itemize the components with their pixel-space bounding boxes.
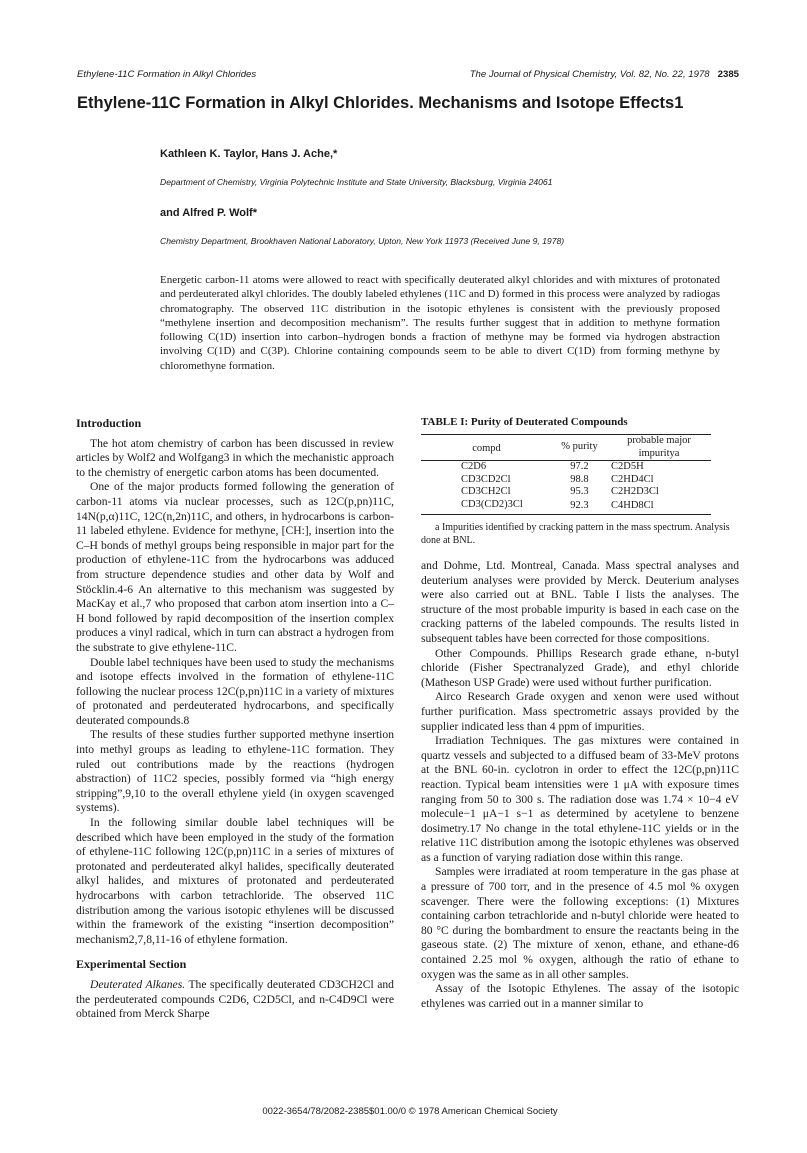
body-paragraph: Airco Research Grade oxygen and xenon were used without further purification. Mass spectrometric assays provided by the supplier indicated less than 4 ppm of impurities. [421,690,739,733]
table-row: CD3CD2Cl 98.8 C2HD4Cl [461,473,654,485]
intro-paragraph: One of the major products formed following the generation of carbon-11 atoms via nuclear processes, such as 12C(p,pn)11C, 14N(p,α)11C, 12C(n,2n)11C, and others, in hydrocarbons is carbon-11 labeled ethylene. Evidence for methyne, [CH:], insertion into the C–H bonds of methyl groups being responsible in major part for the production of ethylene-11C from the hydrocarbons was adduced from structure dependence studies and other data by Wolf and Stöcklin.4-6 An alternative to this mechanism was suggested by MacKay et al.,7 who proposed that carbon atom insertion into a C–H bond followed by rapid decomposition of the insertion complex produces a vinyl radical, which in turn can abstract a hydrogen from the substrate to give ethylene-11C. [76,480,394,654]
purity-table [421,434,711,515]
left-column [76,416,394,1022]
article-title: Ethylene-11C Formation in Alkyl Chlorides. Mechanisms and Isotope Effects1 [77,94,684,112]
table-footnote: a Impurities identified by cracking pattern in the mass spectrum. Analysis done at BNL. [421,522,730,546]
body-paragraph: and Dohme, Ltd. Montreal, Canada. Mass spectral analyses and deuterium analyses were provided by Merck. Deuterium analyses were also carried out at BNL. Table I lists the analyses. The structure of the most probable impurity is based in each case on the cracking patterns of the labeled compounds. The results listed in subsequent tables have been corrected for those compositions. [421,559,739,645]
intro-paragraph: The hot atom chemistry of carbon has been discussed in review articles by Wolf2 and Wolfgang3 in which the mechanistic approach to the chemistry of energetic carbon atoms has been documented. [76,436,394,479]
copyright-footer: 0022-3654/78/2082-2385$01.00/0 © 1978 American Chemical Society [262,1106,558,1117]
body-paragraph: Samples were irradiated at room temperature in the gas phase at a pressure of 700 torr, and in the presence of 4.5 mol % oxygen scavenger. There were the following exceptions: (1) Mixtures containing carbon tetrachloride and n-butyl chloride were heated to 80 °C during the bombardment to ensure the reactants being in the gaseous state. (2) The mixture of xenon, ethane, and ethane-d6 contained 2.25 mol % oxygen, although the ratio of ethane to oxygen was the same as in all other samples. [421,865,739,981]
affiliation-2: Chemistry Department, Brookhaven National Laboratory, Upton, New York 11973 (Received June 9, 1978) [160,236,565,246]
table-1 [421,416,739,547]
affiliation-1: Department of Chemistry, Virginia Polytechnic Institute and State University, Blacksburg, Virginia 24061 [160,177,553,187]
experimental-heading: Experimental Section [76,957,187,972]
table-header: compd [472,443,501,455]
table-row: CD3(CD2)3Cl 92.3 C4HD8Cl [421,499,711,515]
abstract: Energetic carbon-11 atoms were allowed to react with specifically deuterated alkyl chlorides and with mixtures of protonated and perdeuterated alkyl chlorides. The doubly labeled ethylenes (11C and D) formed in this process were analyzed by radiogas chromatography. The observed 11C distribution in the isotopic ethylenes is consistent with the previously proposed “methylene insertion and decomposition mechanism”. The results further suggest that in addition to methyne formation following C(1D) insertion into carbon–hydrogen bonds a fraction of methyne may be formed via hydrogen abstraction involving C(1D) and C(3P). Chlorine containing compounds seem to be able to divert C(1D) from forming methyne by chloromethyne formation. [160,274,720,372]
header-journal: The Journal of Physical Chemistry, Vol. 82, No. 22, 1978 [469,69,710,80]
table-title: TABLE I: Purity of Deuterated Compounds [421,416,628,428]
table-row: CD3CH2Cl 95.3 C2H2D3Cl [461,486,659,497]
table-header: % purity [561,441,598,453]
subsection-text: The specifically deuterated CD3CH2Cl and the perdeuterated compounds C2D6, C2D5Cl, and n-C4D9Cl were obtained from Merck Sharpe [76,977,394,1021]
body-paragraph: Assay of the Isotopic Ethylenes. The assay of the isotopic ethylenes was carried out in a manner similar to [421,982,739,1010]
intro-heading: Introduction [76,416,142,430]
header-right [470,69,739,80]
page-number: 2385 [717,69,739,80]
intro-paragraph: In the following similar double label techniques will be described which have been employed in the study of the formation of ethylene-11C following 12C(p,pn)11C in a series of mixtures of protonated and perdeuterated alkyl halides, specifically deuterated alkyl halides, and mixtures of protonated and perdeuterated hydrocarbons with carbon tetrachloride. The observed 11C distribution among the various isotopic ethylenes will be discussed within the framework of the existing “insertion decomposition” mechanism2,7,8,11-16 of ethylene formation. [76,816,394,946]
body-paragraph: Irradiation Techniques. The gas mixtures were contained in quartz vessels and subjected to a diffused beam of 33-MeV protons at the BNL 60-in. cyclotron in order to effect the 12C(p,pn)11C reaction. Typical beam intensities were 1 μA with exposure times ranging from 50 to 300 s. The radiation dose was 1.74 × 10−4 eV molecule−1 μA−1 s−1 as determined by acetylene to benzene dosimetry.17 No change in the total ethylene-11C yields or in the relative 11C distribution among the isotopic ethylenes was observed as a function of varying radiation dose within this range. [421,734,739,864]
table-row: C2D6 97.2 C2D5H [461,461,644,472]
authors-2: and Alfred P. Wolf* [160,207,257,219]
header-left: Ethylene-11C Formation in Alkyl Chlorides [77,69,257,80]
table-header: probable major impuritya [627,435,691,459]
authors-1: Kathleen K. Taylor, Hans J. Ache,* [160,148,338,160]
intro-paragraph: Double label techniques have been used to study the mechanisms and isotope effects involved in the formation of ethylene-11C following the nuclear process 12C(p,pn)11C in a variety of mixtures of protonated and perdeuterated hydrocarbons, and specifically deuterated compounds.8 [76,655,394,727]
body-paragraph: Other Compounds. Phillips Research grade ethane, n-butyl chloride (Fisher Spectranalyzed Grade), and ethyl chloride (Matheson USP Grade) were used without further purification. [421,646,739,689]
intro-paragraph: The results of these studies further supported methyne insertion into methyl groups as leading to ethylene-11C formation. They ruled out contributions made by the reactions (hydrogen abstraction) of 11C2 species, possibly formed via “high energy stripping”,9,10 to the overall ethylene yield (in oxygen scavenged systems). [76,728,394,815]
subsection-lead: Deuterated Alkanes. [90,977,186,991]
experimental-paragraph [76,978,394,1022]
right-column [421,559,739,1011]
